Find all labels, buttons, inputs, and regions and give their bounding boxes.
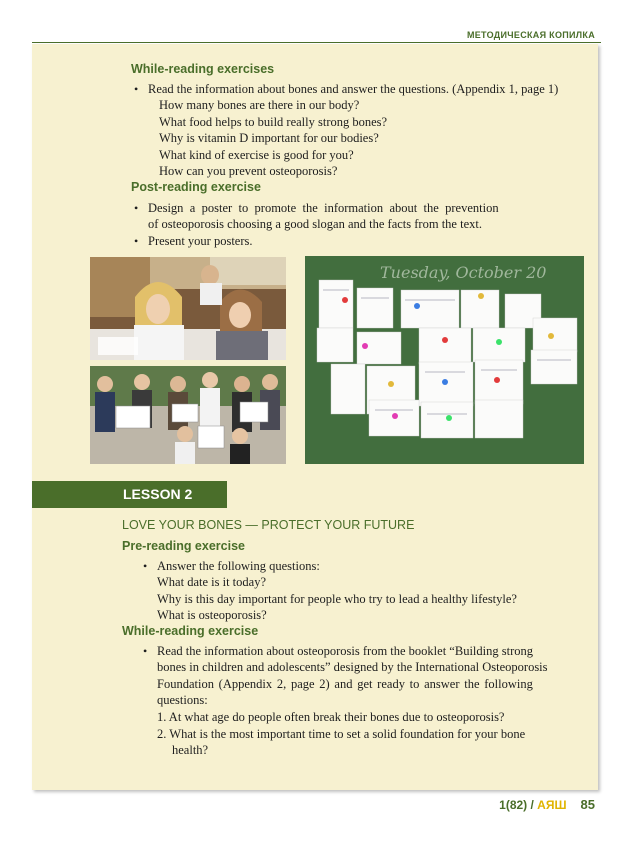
post-reading-instruction-line2: of osteoporosis choosing a good slogan and the facts from the text.: [148, 217, 482, 231]
while-reading-heading-2: While-reading exercise: [122, 624, 259, 638]
question-item: How can you prevent osteoporosis?: [159, 164, 338, 178]
while-reading-heading: While-reading exercises: [131, 62, 275, 76]
bullet-icon: •: [143, 644, 148, 658]
question-item: How many bones are there in our body?: [159, 98, 360, 112]
section-label: МЕТОДИЧЕСКАЯ КОПИЛКА: [466, 30, 595, 40]
chalkboard-posters-photo: [305, 256, 584, 464]
numbered-question: 2. What is the most important time to set a solid foundation for your bone: [157, 727, 526, 741]
while-reading-2-line: Read the information about osteoporosis from the booklet “Building strong: [157, 644, 533, 658]
question-item: What food helps to build really strong bones?: [159, 115, 388, 129]
question-item: Why is this day important for people who try to lead a healthy lifestyle?: [157, 592, 517, 606]
question-item: What kind of exercise is good for you?: [159, 148, 354, 162]
bullet-icon: •: [143, 559, 148, 573]
numbered-question: 1. At what age do people often break their bones due to osteoporosis?: [157, 710, 505, 724]
while-reading-2-line: Foundation (Appendix 2, page 2) and get ready to answer the following: [157, 677, 533, 691]
bullet-icon: •: [134, 234, 139, 248]
post-reading-instruction-line1: Design a poster to promote the information about the prevention: [148, 201, 499, 215]
bullet-icon: •: [134, 201, 139, 215]
magazine-logo: АЯШ: [537, 798, 567, 812]
post-reading-present: Present your posters.: [148, 234, 253, 248]
numbered-question-continuation: health?: [172, 743, 209, 757]
pre-reading-heading: Pre-reading exercise: [122, 539, 245, 553]
lesson-band: [32, 481, 227, 508]
while-reading-2-line: questions:: [157, 693, 208, 707]
lesson-label: LESSON 2: [123, 486, 193, 502]
question-item: What is osteoporosis?: [157, 608, 267, 622]
header-rule: [32, 42, 601, 43]
classroom-photo-posters: [90, 366, 286, 464]
question-item: Why is vitamin D important for our bodies?: [159, 131, 379, 145]
while-reading-2-line: bones in children and adolescents” designed by the International Osteoporosis: [157, 660, 548, 674]
pre-reading-instruction: Answer the following questions:: [157, 559, 320, 573]
while-reading-instruction: Read the information about bones and answer the questions. (Appendix 1, page 1): [148, 82, 559, 96]
classroom-photo-reading: [90, 257, 286, 360]
lesson-subtitle: LOVE YOUR BONES — PROTECT YOUR FUTURE: [122, 518, 415, 532]
board-title: Tuesday, October 20: [380, 263, 547, 282]
page-footer: [499, 797, 595, 812]
post-reading-heading: Post-reading exercise: [131, 180, 261, 194]
page-number: 85: [580, 797, 595, 812]
question-item: What date is it today?: [157, 575, 266, 589]
issue-number: 1(82) /: [499, 798, 538, 812]
bullet-icon: •: [134, 82, 139, 96]
